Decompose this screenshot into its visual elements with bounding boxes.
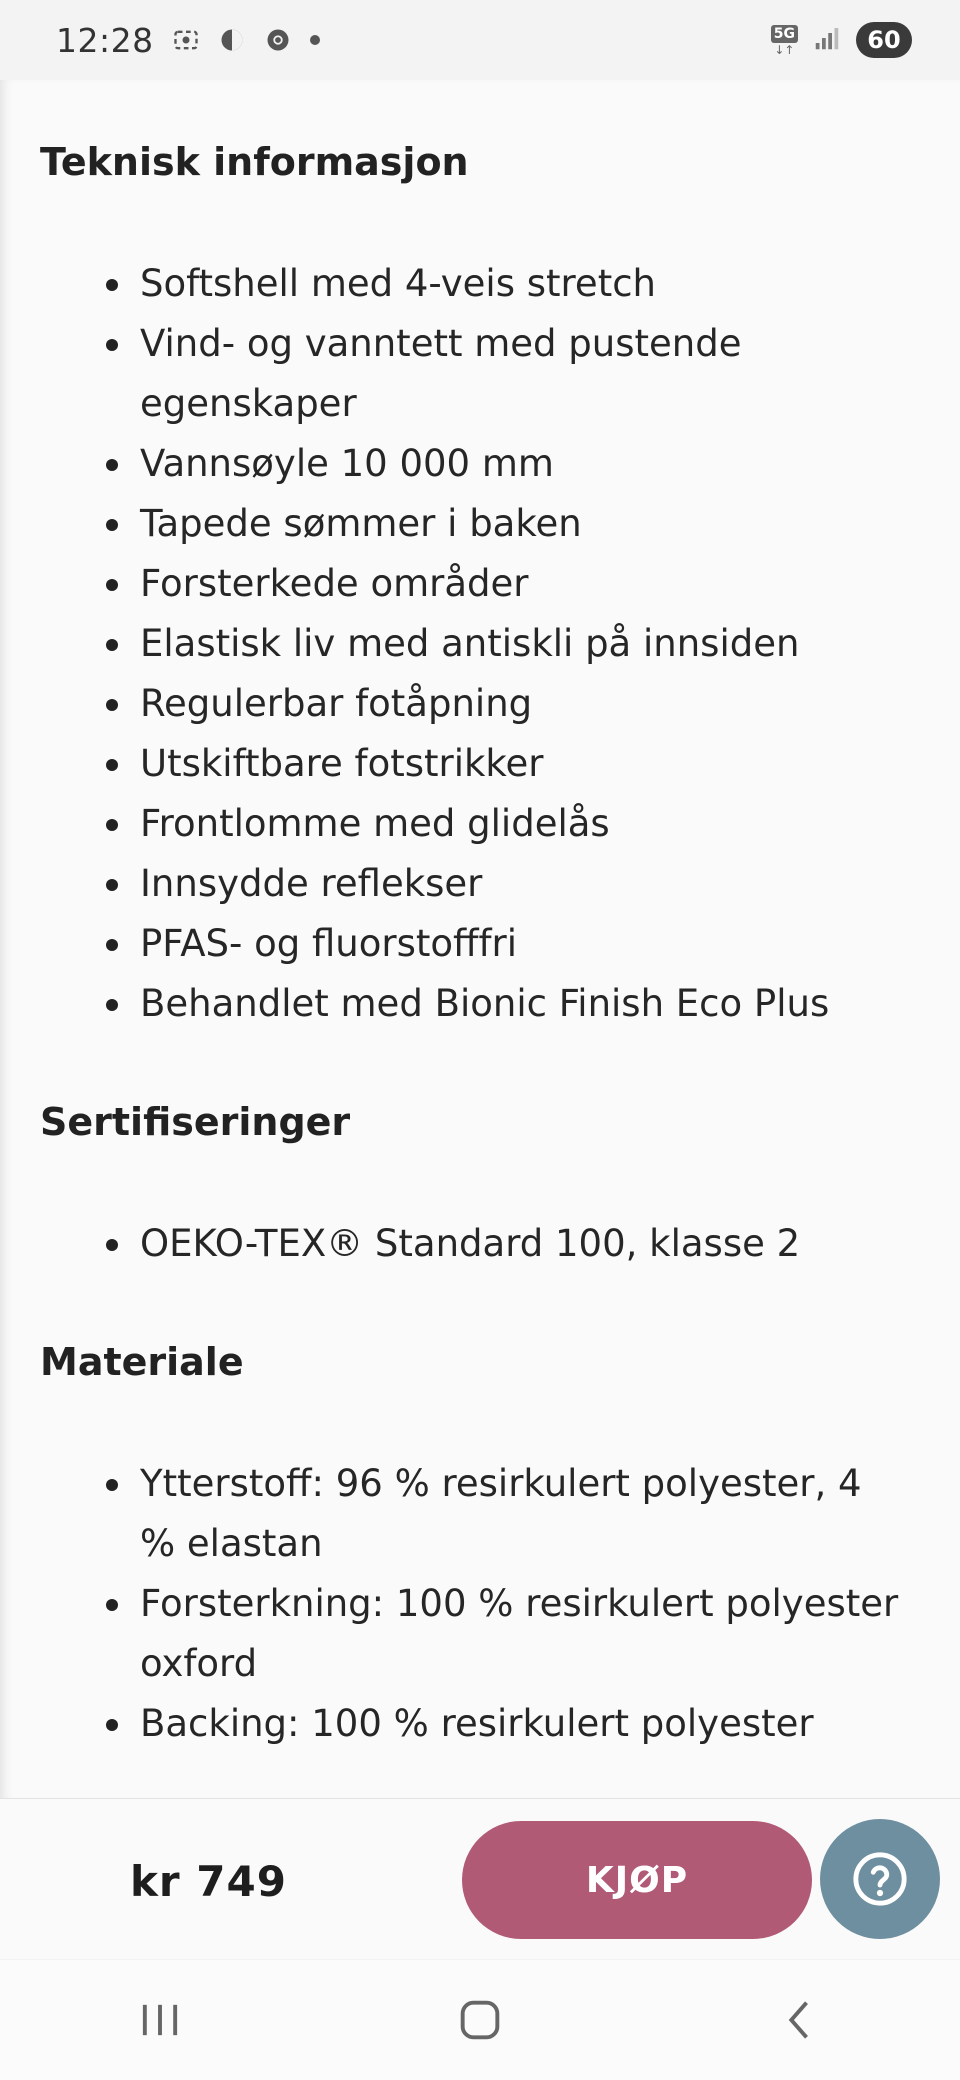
list-item: Tapede sømmer i baken xyxy=(98,494,908,554)
recent-apps-button[interactable] xyxy=(120,1980,200,2060)
app-icon xyxy=(218,26,246,54)
navigation-bar xyxy=(0,1960,960,2080)
list-item: Backing: 100 % resirkulert polyester xyxy=(98,1694,908,1754)
help-button[interactable] xyxy=(820,1819,940,1939)
list-item: OEKO-TEX® Standard 100, klasse 2 xyxy=(98,1214,908,1274)
signal-icon xyxy=(812,23,842,57)
materiale-list xyxy=(98,1454,908,1754)
home-button[interactable] xyxy=(440,1980,520,2060)
list-item: Softshell med 4-veis stretch xyxy=(98,254,908,314)
list-item: Utskiftbare fotstrikker xyxy=(98,734,908,794)
section-title-sertifiseringer: Sertifiseringer xyxy=(40,1100,351,1144)
status-bar xyxy=(0,0,960,80)
status-left xyxy=(56,21,320,60)
network-label: 5G xyxy=(771,25,798,43)
dot-icon xyxy=(310,35,320,45)
back-icon xyxy=(774,1994,826,2046)
list-item: Forsterkede områder xyxy=(98,554,908,614)
buy-button[interactable]: KJØP xyxy=(462,1821,812,1939)
network-icon xyxy=(771,25,798,56)
list-item: Elastisk liv med antiskli på innsiden xyxy=(98,614,908,674)
help-icon xyxy=(851,1850,909,1908)
purchase-bar xyxy=(0,1798,960,1959)
clock: 12:28 xyxy=(56,20,154,60)
status-right xyxy=(771,22,912,58)
list-item: Vind- og vanntett med pustende egenskaper xyxy=(98,314,908,434)
section-title-materiale: Materiale xyxy=(40,1340,244,1384)
teknisk-list xyxy=(98,254,908,1034)
list-item: Vannsøyle 10 000 mm xyxy=(98,434,908,494)
network-arrows: ↓↑ xyxy=(774,42,795,57)
screenshot-icon xyxy=(172,26,200,54)
sertifiseringer-list xyxy=(98,1214,908,1274)
list-item: Frontlomme med glidelås xyxy=(98,794,908,854)
list-item: Regulerbar fotåpning xyxy=(98,674,908,734)
back-button[interactable] xyxy=(760,1980,840,2060)
section-title-teknisk: Teknisk informasjon xyxy=(40,140,469,184)
list-item: Forsterkning: 100 % resirkulert polyester oxford xyxy=(98,1574,908,1694)
list-item: Innsydde reflekser xyxy=(98,854,908,914)
battery-indicator: 60 xyxy=(856,22,912,58)
product-details xyxy=(0,80,960,1800)
recent-apps-icon xyxy=(134,1994,186,2046)
list-item: PFAS- og fluorstofffri xyxy=(98,914,908,974)
home-icon xyxy=(454,1994,506,2046)
price: kr 749 xyxy=(130,1857,287,1906)
list-item: Ytterstoff: 96 % resirkulert polyester, 4 % elastan xyxy=(98,1454,908,1574)
list-item: Behandlet med Bionic Finish Eco Plus xyxy=(98,974,908,1034)
chrome-icon xyxy=(264,26,292,54)
